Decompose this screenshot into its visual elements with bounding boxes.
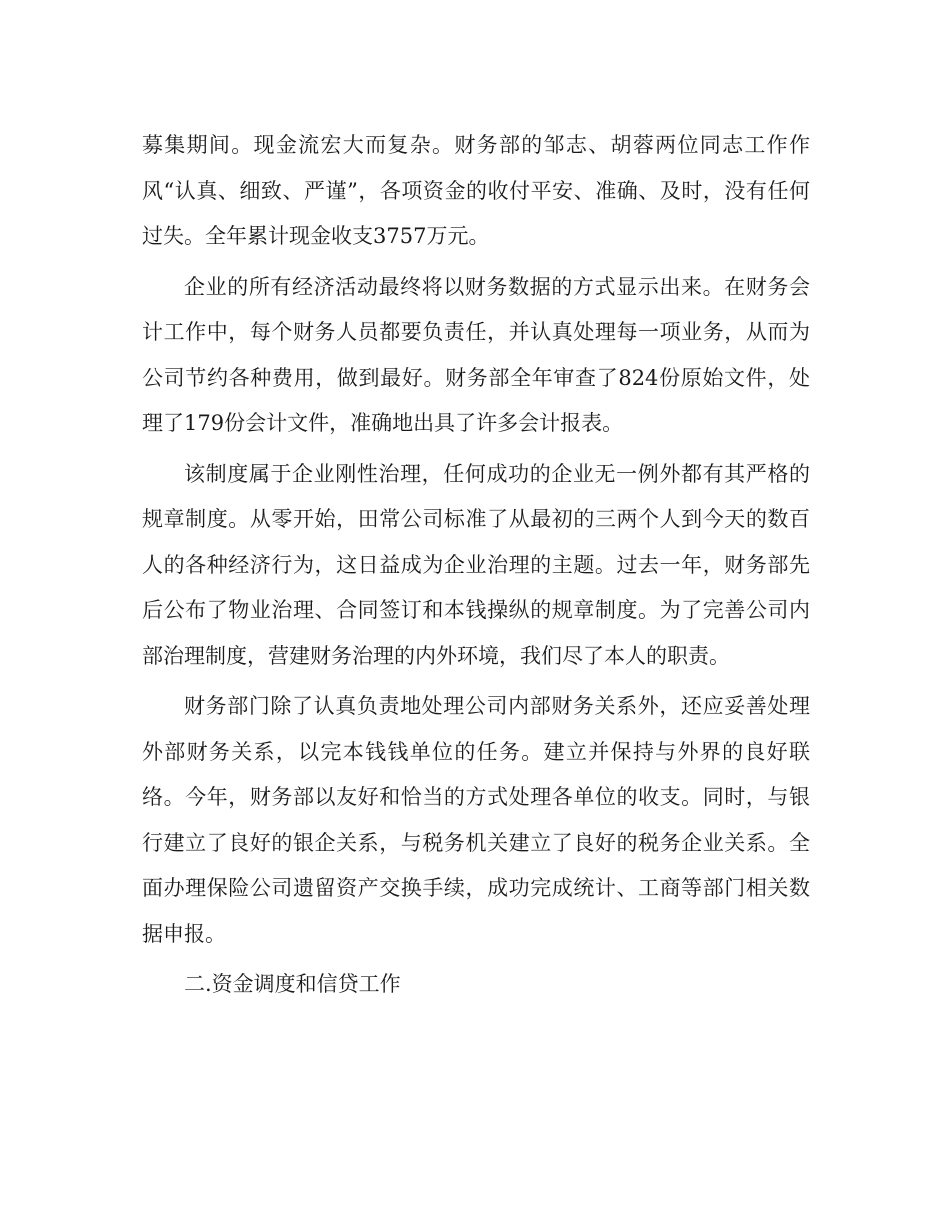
section-heading: 二.资金调度和信贷工作 xyxy=(184,972,401,996)
paragraph: 该制度属于企业刚性治理，任何成功的企业无一例外都有其严格的规章制度。从零开始，田常公司标准了从最初的三两个人到今天的数百人的各种经济行为，这日益成为企业治理的主题。过去一年，财务部先后公布了物业治理、合同签订和本钱操纵的规章制度。为了完善公司内部治理制度，营建财务治理的内外环境，我们尽了本人的职责。 xyxy=(142,461,810,668)
paragraph-continued: 募集期间。现金流宏大而复杂。财务部的邹志、胡蓉两位同志工作作风“认真、细致、严谨”，各项资金的收付平安、准确、及时，没有任何过失。全年累计现金收支3757万元。 xyxy=(142,133,810,248)
paragraph: 企业的所有经济活动最终将以财务数据的方式显示出来。在财务会计工作中，每个财务人员都要负责任，并认真处理每一项业务，从而为公司节约各种费用，做到最好。财务部全年审查了824份原始文件，处理了179份会计文件，准确地出具了许多会计报表。 xyxy=(142,274,810,435)
document-body xyxy=(142,123,810,1013)
paragraph: 财务部门除了认真负责地处理公司内部财务关系外，还应妥善处理外部财务关系，以完本钱钱单位的任务。建立并保持与外界的良好联络。今年，财务部以友好和恰当的方式处理各单位的收支。同时，与银行建立了良好的银企关系，与税务机关建立了良好的税务企业关系。全面办理保险公司遗留资产交换手续，成功完成统计、工商等部门相关数据申报。 xyxy=(142,694,810,946)
